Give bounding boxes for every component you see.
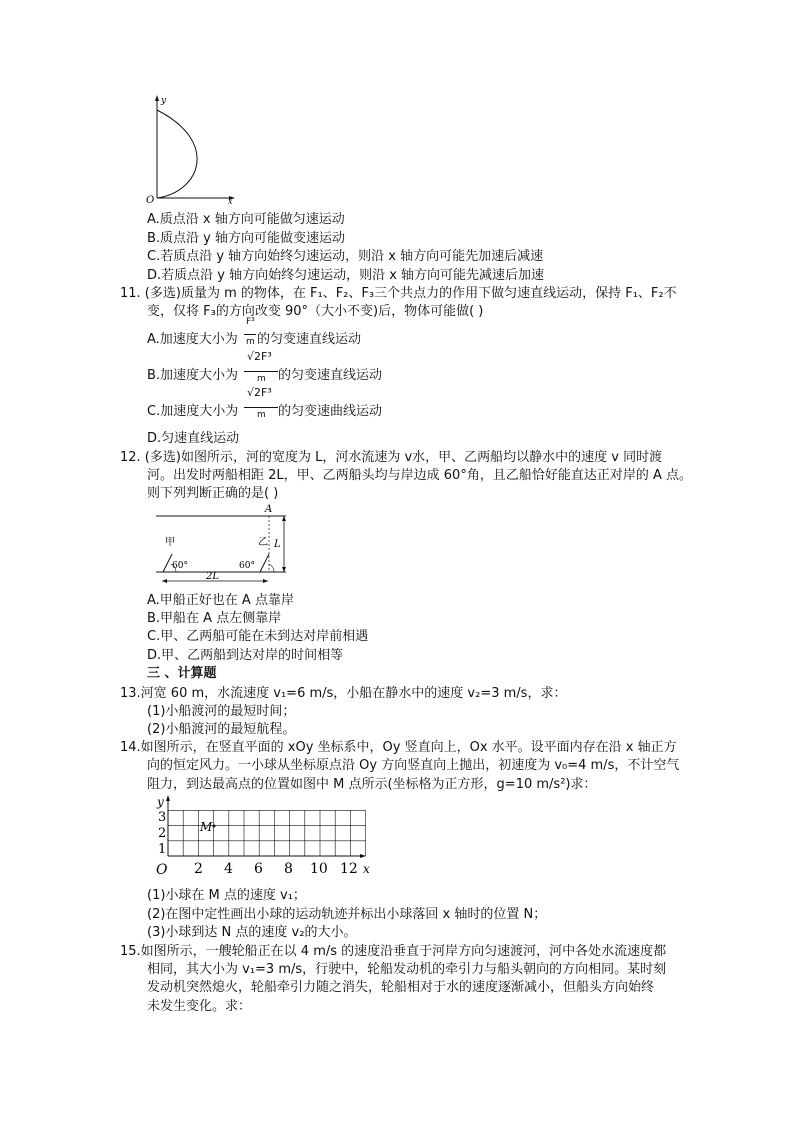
fraction-bar <box>244 407 278 408</box>
x-axis-label: x <box>228 197 233 204</box>
angle-label-yi: 60° <box>239 561 255 571</box>
y-tick-3: 3 <box>158 810 167 825</box>
q10-trajectory-figure <box>140 92 240 204</box>
q11-option-d: D.匀速直线运动 <box>147 431 240 446</box>
boat-jia-label: 甲 <box>165 537 175 548</box>
x-tick-4: 4 <box>224 861 233 877</box>
q12-option-b: B.甲船在 A 点左侧靠岸 <box>147 611 282 626</box>
q14-stem-line1: 14.如图所示，在竖直平面的 xOy 坐标系中，Oy 竖直向上，Ox 水平。设平面内存在沿 x 轴正方 <box>120 740 677 755</box>
q14-sub3: (3)小球到达 N 点的速度 v₂的大小。 <box>147 925 357 940</box>
q11-stem-line1: 11. (多选)质量为 m 的物体，在 F₁、F₂、F₃三个共点力的作用下做匀速直线运动，保持 F₁、F₂不 <box>120 286 677 301</box>
y-axis-label: y <box>157 795 164 809</box>
q11-option-a-numerator: F³ <box>246 317 255 327</box>
q12-option-c: C.甲、乙两船可能在未到达对岸前相遇 <box>147 629 369 644</box>
q14-stem-line2: 向的恒定风力。一小球从坐标原点沿 Oy 方向竖直向上抛出，初速度为 v₀=4 m/s，不计空气 <box>147 758 680 773</box>
x-tick-2: 2 <box>194 861 203 877</box>
q11-option-a-prefix: A.加速度大小为 <box>147 332 238 347</box>
q11-option-b-suffix: 的匀变速直线运动 <box>278 368 383 383</box>
q13-stem: 13.河宽 60 m，水流速度 v₁=6 m/s，小船在静水中的速度 v₂=3 m/s，求： <box>120 686 567 701</box>
y-tick-2: 2 <box>158 826 167 841</box>
width-label: 2L <box>206 571 220 582</box>
q14-grid-figure <box>140 792 380 882</box>
angle-label-jia: 60° <box>172 561 188 571</box>
q12-option-d: D.甲、乙两船到达对岸的时间相等 <box>147 648 344 663</box>
q11-option-c-suffix: 的匀变速曲线运动 <box>278 404 383 419</box>
q11-option-c-numerator: √2F³ <box>247 386 272 399</box>
x-tick-12: 12 <box>340 861 358 877</box>
q11-option-a-denominator: m <box>246 337 255 347</box>
q15-stem-line2: 相同，其大小为 v₁=3 m/s，行驶中，轮船发动机的牵引力与船头朝向的方向相同。某时刻 <box>147 962 667 977</box>
q11-option-b-denominator: m <box>257 374 266 384</box>
q11-option-b-numerator: √2F³ <box>247 350 272 363</box>
fraction-bar <box>244 371 278 372</box>
q10-option-a: A.质点沿 x 轴方向可能做匀速运动 <box>147 212 345 227</box>
q14-stem-line3: 阻力，到达最高点的位置如图中 M 点所示(坐标格为正方形，g=10 m/s²)求： <box>147 777 597 792</box>
q12-option-a: A.甲船正好也在 A 点靠岸 <box>147 593 294 608</box>
q11-option-c-denominator: m <box>257 410 266 420</box>
q15-stem-line1: 15.如图所示，一艘轮船正在以 4 m/s 的速度沿垂直于河岸方向匀速渡河，河中各处水流速度都 <box>120 944 667 959</box>
q11-option-a-suffix: 的匀变速直线运动 <box>257 332 362 347</box>
x-tick-10: 10 <box>310 861 328 877</box>
x-axis-label: x <box>363 862 370 876</box>
q13-sub2: (2)小船渡河的最短航程。 <box>147 722 296 737</box>
q12-stem-line3: 则下列判断正确的是( ) <box>147 486 279 501</box>
boat-yi-label: 乙 <box>258 537 268 548</box>
height-label: L <box>274 539 281 550</box>
q12-stem-line1: 12. (多选)如图所示，河的宽度为 L，河水流速为 v水，甲、乙两船均以静水中的速度 v 同时渡 <box>120 450 663 465</box>
q11-option-b-prefix: B.加速度大小为 <box>147 368 239 383</box>
q10-option-b: B.质点沿 y 轴方向可能做变速运动 <box>147 231 346 246</box>
q14-sub2: (2)在图中定性画出小球的运动轨迹并标出小球落回 x 轴时的位置 N； <box>147 907 547 922</box>
point-m-label: M <box>200 820 213 834</box>
point-a-label: A <box>265 504 273 515</box>
origin-label: O <box>146 195 155 204</box>
q11-stem-line2: 变，仅将 F₃的方向改变 90°（大小不变)后，物体可能做( ) <box>147 304 484 319</box>
q10-option-c: C.若质点沿 y 轴方向始终匀速运动，则沿 x 轴方向可能先加速后减速 <box>147 249 544 264</box>
q13-sub1: (1)小船渡河的最短时间； <box>147 704 296 719</box>
q15-stem-line4: 未发生变化。求： <box>147 999 252 1014</box>
q14-sub1: (1)小球在 M 点的速度 v₁； <box>147 888 306 903</box>
section-heading: 三 、计算题 <box>147 666 217 681</box>
q12-stem-line2: 河。出发时两船相距 2L，甲、乙两船头均与岸边成 60°角，且乙船恰好能直达正对岸的 A 点。 <box>147 468 692 483</box>
x-tick-8: 8 <box>284 861 293 877</box>
origin-label: O <box>156 862 168 878</box>
fraction-bar <box>244 334 256 335</box>
q11-option-c-prefix: C.加速度大小为 <box>147 404 239 419</box>
y-tick-1: 1 <box>158 842 167 857</box>
x-tick-6: 6 <box>254 861 263 877</box>
q12-river-figure <box>148 502 296 588</box>
q10-option-d: D.若质点沿 y 轴方向始终匀速运动，则沿 x 轴方向可能先减速后加速 <box>147 268 545 283</box>
q15-stem-line3: 发动机突然熄火，轮船牵引力随之消失，轮船相对于水的速度逐渐减小，但船头方向始终 <box>147 980 655 995</box>
y-axis-label: y <box>161 96 167 106</box>
